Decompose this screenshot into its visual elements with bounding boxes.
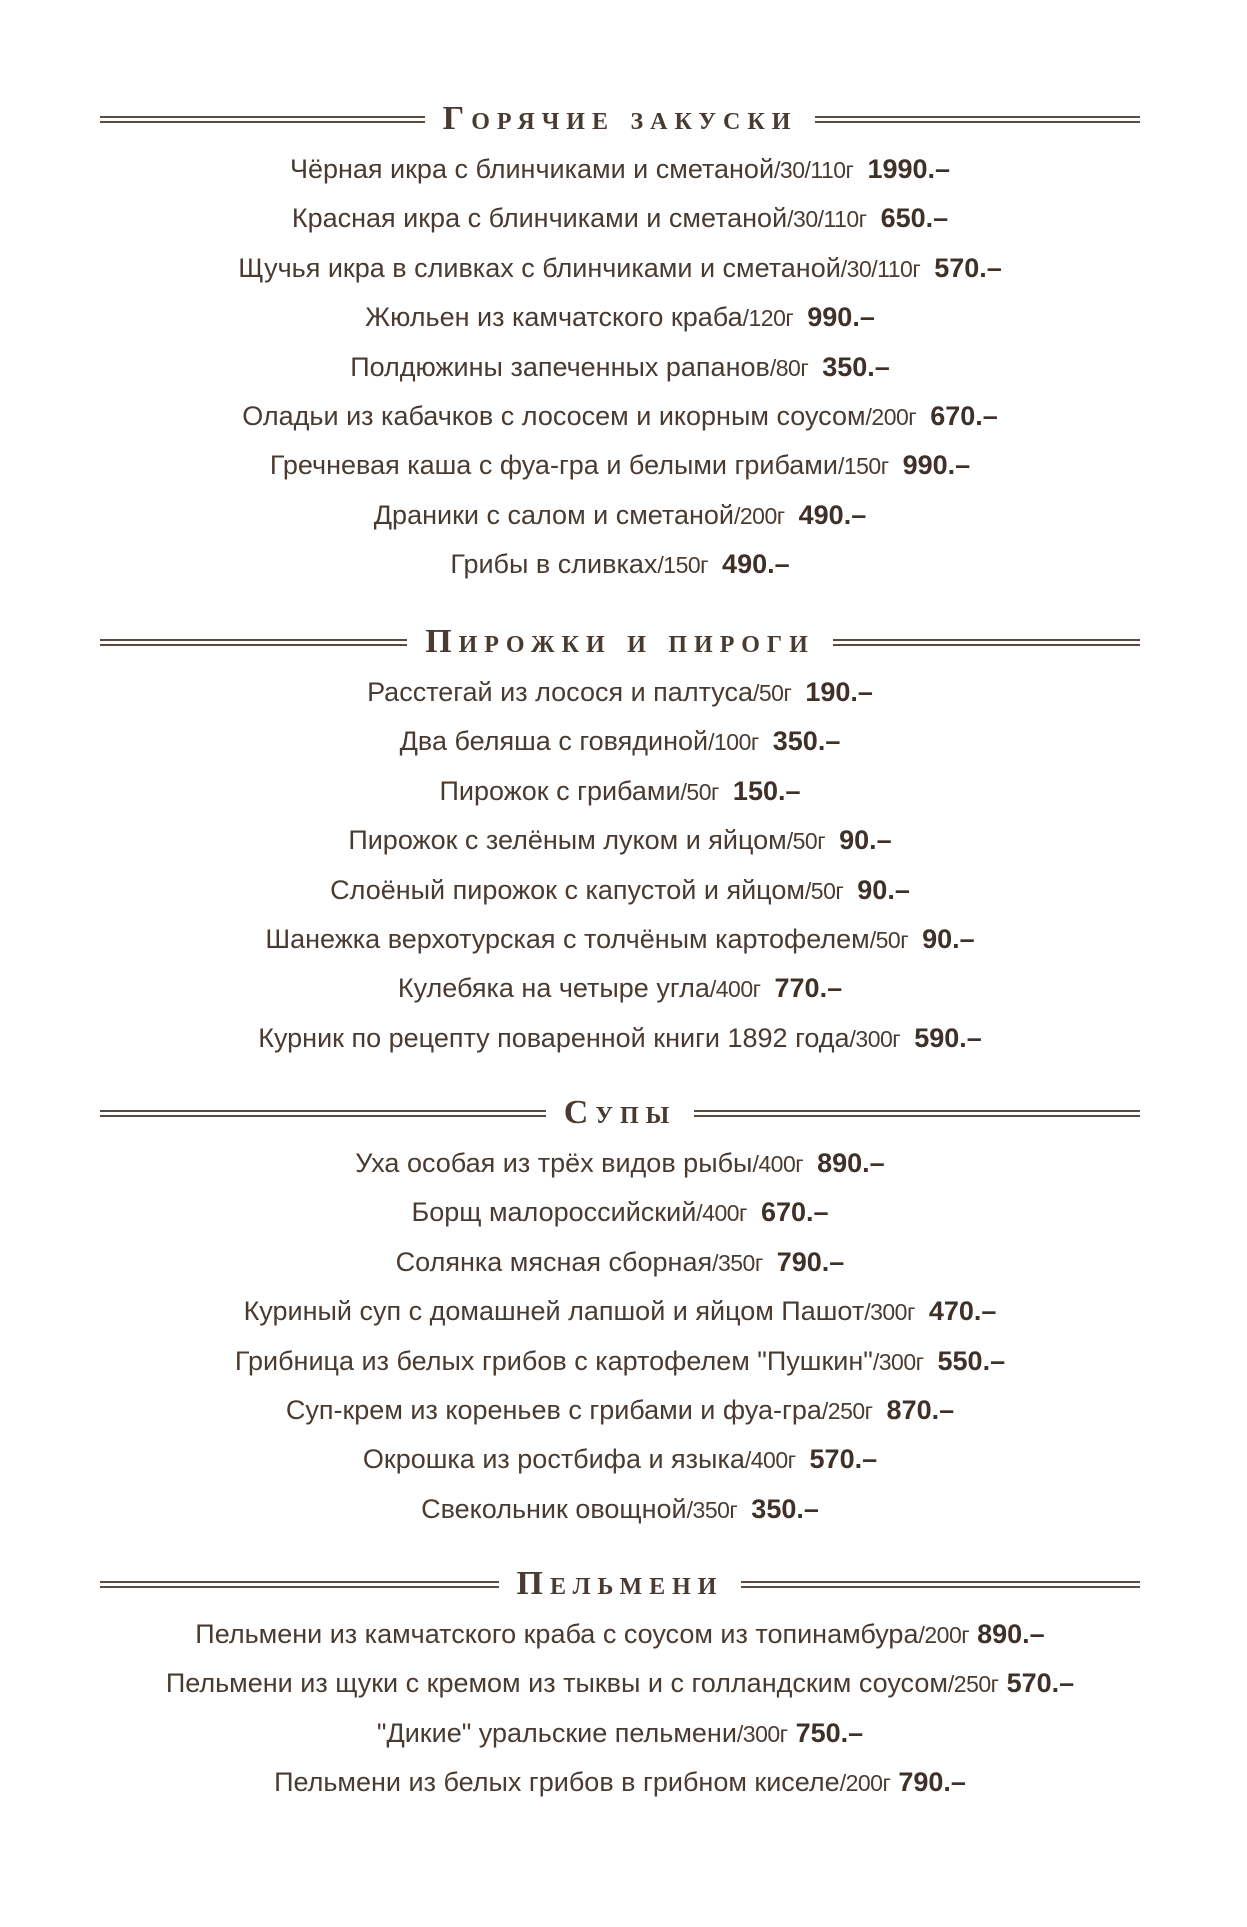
item-price: 590.– [914,1022,982,1053]
item-weight: /300г [864,1299,915,1326]
section-header [100,620,1140,664]
section-title: Супы [563,1094,677,1131]
item-weight: /200г [839,1770,891,1797]
item-weight: /100г [708,729,759,756]
item-price: 890.– [817,1148,885,1178]
menu-item [100,343,1140,392]
item-weight: /400г [744,1447,796,1474]
menu-item [100,1337,1140,1386]
item-name: Грибница из белых грибов с картофелем "Пушкин" [234,1345,873,1376]
item-name: Полдюжины запеченных рапанов [350,351,770,382]
divider-rule-left [100,116,425,123]
item-weight: /50г [786,828,826,855]
menu-item [100,1659,1140,1708]
menu-item [100,816,1140,865]
menu-items [100,1139,1140,1534]
menu-item [100,1758,1140,1807]
menu-item [100,1014,1140,1063]
item-weight: /30/110г [840,255,921,282]
menu-item [100,1386,1140,1435]
menu-item [100,1139,1140,1188]
item-price: 570.– [1006,1668,1075,1699]
item-name: Курник по рецепту поваренной книги 1892 года [258,1022,850,1053]
item-name: Пирожок с грибами [439,775,681,806]
item-weight: /120г [742,305,794,332]
divider-rule-left [100,639,407,646]
item-weight: /50г [869,926,909,953]
menu-item [100,244,1140,293]
menu-item [100,964,1140,1013]
item-price: 750.– [795,1717,864,1748]
item-weight: /300г [736,1720,788,1747]
item-weight: /300г [872,1348,924,1375]
item-name: Суп-крем из кореньев с грибами и фуа-гра [285,1394,822,1425]
item-price: 670.– [930,400,998,431]
item-weight: /200г [733,502,785,529]
menu-item [100,392,1140,441]
item-name: Борщ малороссийский [411,1197,697,1228]
section-header [100,1091,1140,1135]
item-price: 490.– [798,499,867,530]
item-name: Драники с салом и сметаной [373,499,734,530]
section-title: Пирожки и пироги [425,623,815,660]
item-price: 650.– [880,203,949,234]
menu-item [100,1709,1140,1758]
item-price: 90.– [922,923,975,954]
menu-item [100,145,1140,194]
menu-item [100,767,1140,816]
item-price: 570.– [934,252,1002,283]
item-weight: /150г [837,453,889,480]
item-name: Пельмени из камчатского краба с соусом из топинамбура [195,1619,919,1649]
menu-item [100,1485,1140,1534]
item-price: 350.– [822,351,890,382]
item-name: Гречневая каша с фуа-гра и белыми грибами [269,450,838,481]
item-name: Пельмени из щуки с кремом из тыквы и с голландским соусом [165,1668,948,1699]
item-name: Грибы в сливках [450,549,658,580]
item-price: 90.– [857,874,910,905]
menu-items [100,145,1140,590]
item-price: 790.– [898,1767,966,1798]
item-price: 890.– [977,1619,1045,1649]
menu-item [100,717,1140,766]
menu-item [100,491,1140,540]
section-title: Пельмени [516,1565,724,1602]
item-name: Пирожок с зелёным луком и яйцом [348,825,787,856]
item-name: Пельмени из белых грибов в грибном киселе [274,1767,840,1798]
item-name: Расстегай из лосося и палтуса [367,677,753,707]
menu-item [100,1287,1140,1336]
item-name: Солянка мясная сборная [395,1246,713,1277]
item-name: Красная икра с блинчиками и сметаной [291,203,788,234]
section-pelmeni [100,1562,1140,1808]
menu-item [100,540,1140,589]
item-weight: /30/110г [774,157,854,183]
item-name: Щучья икра в сливках с блинчиками и сметаной [238,252,841,283]
item-weight: /250г [821,1397,873,1424]
divider-rule-right [741,1581,1140,1588]
item-name: Свекольник овощной [421,1493,687,1524]
item-name: Кулебяка на четыре угла [397,973,710,1004]
divider-rule-left [100,1110,546,1117]
item-price: 550.– [937,1345,1006,1376]
section-pies [100,620,1140,1063]
item-price: 350.– [772,726,841,757]
menu-item [100,866,1140,915]
item-price: 90.– [839,825,892,856]
item-weight: /50г [752,680,792,706]
item-price: 1990.– [867,154,951,184]
item-weight: /200г [865,403,917,430]
section-header [100,97,1140,141]
item-weight: /350г [686,1496,738,1523]
divider-rule-left [100,1581,499,1588]
menu-item [100,1610,1140,1659]
menu-items [100,668,1140,1063]
divider-rule-right [815,116,1140,123]
item-name: Оладьи из кабачков с лососем и икорным соусом [242,400,866,431]
menu-item [100,293,1140,342]
item-name: Уха особая из трёх видов рыбы [355,1148,753,1178]
item-name: Жюльен из камчатского краба [365,302,743,333]
item-weight: /300г [849,1025,901,1052]
menu-item [100,915,1140,964]
item-name: Слоёный пирожок с капустой и яйцом [330,874,805,905]
item-price: 670.– [760,1197,829,1228]
menu-item [100,668,1140,717]
menu-item [100,441,1140,490]
item-weight: /200г [918,1622,970,1648]
menu-items [100,1610,1140,1808]
menu-item [100,1238,1140,1287]
item-name: Окрошка из ростбифа и языка [362,1444,745,1475]
menu-item [100,194,1140,243]
item-price: 570.– [809,1444,878,1475]
menu-item [100,1435,1140,1484]
divider-rule-right [833,639,1140,646]
section-hot-appetizers [100,97,1140,590]
item-price: 870.– [886,1394,955,1425]
section-title: Горячие закуски [442,100,798,137]
item-name: Чёрная икра с блинчиками и сметаной [289,154,775,184]
item-name: "Дикие" уральские пельмени [376,1717,737,1748]
item-price: 470.– [928,1296,997,1327]
item-weight: /400г [709,976,761,1003]
item-weight: /350г [712,1249,763,1276]
menu-item [100,1188,1140,1237]
item-weight: /50г [680,778,719,805]
item-price: 790.– [776,1246,845,1277]
item-price: 350.– [751,1493,819,1524]
item-weight: /250г [947,1671,999,1698]
item-weight: /400г [752,1151,804,1177]
section-soups [100,1091,1140,1534]
item-weight: /30/110г [787,206,867,233]
item-weight: /50г [804,877,844,904]
item-price: 150.– [732,775,801,806]
item-name: Два беляша с говядиной [399,726,709,757]
item-price: 990.– [807,302,875,333]
item-price: 990.– [902,450,971,481]
item-name: Куриный суп с домашней лапшой и яйцом Пашот [243,1296,865,1327]
item-price: 190.– [805,677,873,707]
item-price: 770.– [774,973,843,1004]
item-price: 490.– [722,549,790,580]
item-weight: /80г [769,354,809,381]
item-weight: /150г [657,552,709,579]
section-header [100,1562,1140,1606]
item-name: Шанежка верхотурская с толчёным картофелем [265,923,870,954]
item-weight: /400г [696,1200,747,1227]
divider-rule-right [694,1110,1140,1117]
